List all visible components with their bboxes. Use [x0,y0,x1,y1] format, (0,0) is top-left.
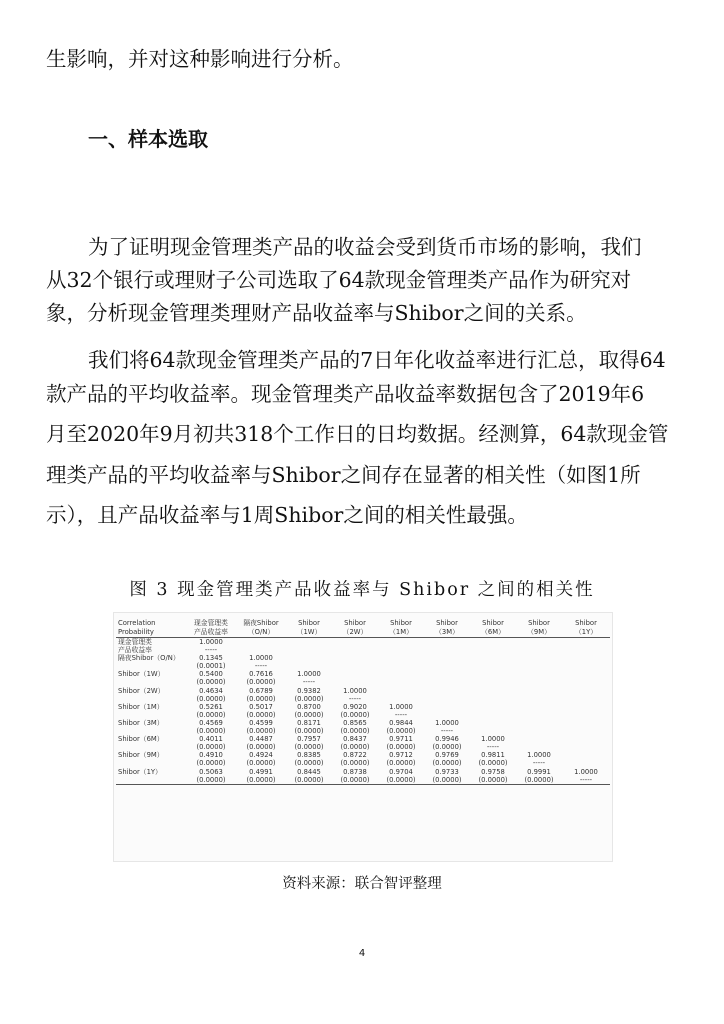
table-row [116,743,610,751]
correlation-cell: 0.4924 [249,751,273,760]
correlation-cell: 1.0000 [435,718,459,727]
probability-cell: (0.0000) [332,776,378,785]
header-cell: Shibor [344,619,366,628]
header-cell: Shibor [575,619,597,628]
probability-cell: (0.0000) [196,743,226,752]
correlation-cell [562,735,610,743]
table-row [116,703,610,711]
correlation-cell: 0.9382 [297,686,321,695]
correlation-cell [562,638,610,647]
probability-cell: (0.0000) [386,727,416,736]
correlation-cell [332,654,378,662]
probability-cell: (0.0000) [340,710,370,719]
correlation-cell: 0.4011 [199,735,223,744]
probability-cell: (0.0000) [378,776,424,785]
probability-cell: (0.0000) [196,727,226,736]
correlation-cell: 0.9733 [435,767,459,776]
probability-cell: (0.0000) [196,678,226,687]
probability-cell [562,743,610,751]
probability-cell: (0.0000) [294,727,324,736]
probability-cell: (0.0000) [246,743,276,752]
table-row [116,670,610,678]
header-cell: （O/N） [236,628,286,638]
probability-cell [516,727,562,735]
probability-cell [424,678,470,686]
correlation-cell [424,687,470,695]
probability-cell: (0.0000) [294,710,324,719]
correlation-cell: 0.7957 [297,735,321,744]
correlation-cell: 0.4599 [249,718,273,727]
probability-cell: (0.0000) [294,759,324,768]
correlation-cell [332,670,378,678]
probability-cell [470,695,516,703]
row-label: 现金管理类 [118,638,152,646]
probability-cell: (0.0000) [294,743,324,752]
table-row [116,776,610,785]
correlation-cell: 1.0000 [297,670,321,679]
correlation-cell: 0.8445 [297,767,321,776]
probability-cell [424,646,470,654]
correlation-cell: 0.9811 [481,751,505,760]
correlation-cell [516,687,562,695]
probability-cell [516,678,562,686]
correlation-cell: 0.9991 [527,767,551,776]
correlation-cell: 0.8385 [297,751,321,760]
probability-cell [378,695,424,703]
probability-cell [562,662,610,670]
correlation-cell [470,687,516,695]
correlation-cell [470,703,516,711]
probability-cell: (0.0000) [432,759,462,768]
correlation-cell: 0.8437 [343,735,367,744]
probability-cell: ----- [394,710,408,719]
table-row [116,759,610,767]
probability-cell: (0.0000) [432,743,462,752]
correlation-cell [562,654,610,662]
probability-cell: (0.0000) [196,759,226,768]
probability-cell: (0.0000) [340,743,370,752]
correlation-cell [516,654,562,662]
source-note: 资料来源：联合智评整理 [282,876,442,892]
row-label [116,743,186,751]
figure-caption: 图 3 现金管理类产品收益率与 Shibor 之间的相关性 [129,580,595,600]
probability-cell: (0.0000) [478,759,508,768]
probability-cell [424,695,470,703]
correlation-cell: 1.0000 [343,686,367,695]
row-label: Shibor（1Y） [118,767,162,776]
header-cell: Shibor [298,619,320,628]
header-cell: （3M） [424,628,470,638]
probability-cell [286,646,332,654]
probability-cell [516,711,562,719]
header-cell: （6M） [470,628,516,638]
header-cell: 隔夜Shibor [243,619,279,628]
correlation-cell [424,638,470,647]
correlation-cell [378,687,424,695]
table-row [116,654,610,662]
correlation-cell [562,751,610,759]
row-label: Shibor（2W） [118,686,165,695]
correlation-cell [562,703,610,711]
table-row [116,768,610,776]
correlation-table-body [116,638,610,785]
row-label [116,662,186,670]
probability-cell [562,711,610,719]
probability-cell [470,711,516,719]
probability-cell [470,662,516,670]
correlation-cell: 1.0000 [574,767,598,776]
body-paragraph-2-line-2: 款产品的平均收益率。现金管理类产品收益率数据包含了2019年6 [46,382,645,406]
correlation-cell: 0.9844 [389,718,413,727]
header-cell: 产品收益率 [186,628,236,638]
probability-cell [378,678,424,686]
correlation-cell [424,654,470,662]
probability-cell [516,695,562,703]
correlation-cell: 0.5017 [249,702,273,711]
correlation-cell: 0.8738 [343,767,367,776]
correlation-cell [516,638,562,647]
correlation-cell: 0.9946 [435,735,459,744]
body-paragraph-2-line-3: 月至2020年9月初共318个工作日的日均数据。经测算，64款现金管 [46,422,669,446]
row-label: Shibor（1M） [118,702,164,711]
correlation-cell: 1.0000 [481,735,505,744]
row-label: 隔夜Shibor（O/N） [118,654,180,663]
row-label [116,759,186,767]
probability-cell: ----- [254,662,268,671]
section-heading: 一、样本选取 [88,127,208,151]
row-label: Shibor（1W） [118,670,165,679]
probability-cell [378,646,424,654]
header-cell: （9M） [516,628,562,638]
probability-cell [516,646,562,654]
probability-cell [562,646,610,654]
correlation-cell [562,719,610,727]
probability-cell: (0.0000) [386,759,416,768]
body-paragraph-1-line-1: 为了证明现金管理类产品的收益会受到货币市场的影响，我们 [88,235,642,259]
probability-cell [562,678,610,686]
correlation-cell [516,735,562,743]
probability-cell [424,662,470,670]
correlation-cell [470,719,516,727]
table-row [116,662,610,670]
table-row [116,638,610,647]
probability-cell [286,662,332,670]
probability-cell: (0.0000) [246,678,276,687]
table-header-row-1 [116,619,610,628]
header-cell: Shibor [482,619,504,628]
correlation-cell: 0.9020 [343,702,367,711]
probability-cell: (0.0000) [470,776,516,785]
correlation-cell: 1.0000 [199,638,223,646]
correlation-cell [424,703,470,711]
correlation-cell: 0.4910 [199,751,223,760]
probability-cell: ----- [562,776,610,785]
header-cell: （1Y） [562,628,610,638]
body-paragraph-1-line-2: 从32个银行或理财子公司选取了64款现金管理类产品作为研究对 [46,268,632,292]
probability-cell: (0.0000) [246,727,276,736]
correlation-cell: 0.9758 [481,767,505,776]
correlation-cell [470,638,516,647]
correlation-cell: 0.8565 [343,718,367,727]
table-row [116,751,610,759]
probability-cell [236,646,286,654]
probability-cell: ----- [486,743,500,752]
row-label [116,776,186,785]
probability-cell [378,662,424,670]
probability-cell: (0.0000) [236,776,286,785]
probability-cell: ----- [532,759,546,768]
probability-cell [470,646,516,654]
probability-cell: (0.0001) [196,662,226,671]
correlation-table [116,619,610,785]
body-line-continuation: 生影响，并对这种影响进行分析。 [46,47,354,71]
probability-cell: (0.0000) [340,759,370,768]
probability-cell: (0.0000) [246,759,276,768]
probability-cell [516,662,562,670]
body-paragraph-2-line-4: 理类产品的平均收益率与Shibor之间存在显著的相关性（如图1所 [46,463,641,487]
correlation-cell [236,638,286,647]
correlation-cell [286,638,332,647]
probability-cell: (0.0000) [294,694,324,703]
correlation-cell: 0.8722 [343,751,367,760]
header-cell: Correlation [118,619,156,628]
table-row [116,719,610,727]
correlation-cell: 0.7616 [249,670,273,679]
correlation-cell: 1.0000 [389,702,413,711]
header-cell: Probability [116,628,186,638]
correlation-cell [378,638,424,647]
body-paragraph-2-line-5: 示），且产品收益率与1周Shibor之间的相关性最强。 [46,503,528,527]
row-label [116,711,186,719]
correlation-cell: 0.1345 [199,654,223,663]
probability-cell: (0.0000) [340,727,370,736]
header-cell: （1M） [378,628,424,638]
probability-cell: (0.0000) [246,694,276,703]
correlation-cell: 1.0000 [527,751,551,760]
row-label: Shibor（3M） [118,718,164,727]
correlation-cell [470,654,516,662]
table-row [116,646,610,654]
correlation-cell: 0.9711 [389,735,413,744]
probability-cell [562,695,610,703]
correlation-cell [562,670,610,678]
row-label: Shibor（9M） [118,751,164,760]
table-row [116,695,610,703]
correlation-cell [516,719,562,727]
table-row [116,687,610,695]
row-label [116,695,186,703]
body-paragraph-2-line-1: 我们将64款现金管理类产品的7日年化收益率进行汇总，取得64 [88,348,666,372]
header-cell: （1W） [286,628,332,638]
page-number: 4 [358,948,366,959]
correlation-cell [286,654,332,662]
header-cell: （2W） [332,628,378,638]
correlation-cell: 0.4991 [249,767,273,776]
probability-cell: (0.0000) [196,710,226,719]
correlation-cell [470,670,516,678]
correlation-table-figure [113,612,613,862]
probability-cell: (0.0000) [186,776,236,785]
header-cell: Shibor [390,619,412,628]
correlation-cell [332,638,378,647]
correlation-cell [516,703,562,711]
probability-cell: ----- [302,678,316,687]
header-cell: Shibor [528,619,550,628]
probability-cell [516,743,562,751]
header-cell: 现金管理类 [194,619,228,628]
correlation-cell: 0.5063 [199,767,223,776]
correlation-cell [378,654,424,662]
row-label [116,727,186,735]
correlation-cell: 0.8171 [297,718,321,727]
correlation-cell: 0.6789 [249,686,273,695]
probability-cell [470,727,516,735]
correlation-cell: 0.9704 [389,767,413,776]
probability-cell: (0.0000) [246,710,276,719]
probability-cell: (0.0000) [516,776,562,785]
correlation-cell: 0.4634 [199,686,223,695]
probability-cell: ----- [204,646,218,655]
row-label [116,678,186,686]
probability-cell [562,727,610,735]
probability-cell [332,678,378,686]
correlation-cell: 0.9712 [389,751,413,760]
probability-cell [562,759,610,767]
probability-cell [470,678,516,686]
row-label: 产品收益率 [118,646,152,655]
correlation-cell [378,670,424,678]
correlation-cell: 0.9769 [435,751,459,760]
row-label: Shibor（6M） [118,735,164,744]
correlation-cell [516,670,562,678]
probability-cell: (0.0000) [386,743,416,752]
table-row [116,711,610,719]
probability-cell: ----- [348,694,362,703]
probability-cell: (0.0000) [424,776,470,785]
probability-cell [332,662,378,670]
table-row [116,727,610,735]
correlation-cell: 0.4569 [199,718,223,727]
probability-cell: ----- [440,727,454,736]
table-header-row-2 [116,628,610,638]
correlation-cell [424,670,470,678]
probability-cell: (0.0000) [286,776,332,785]
correlation-cell [562,687,610,695]
correlation-cell: 0.4487 [249,735,273,744]
correlation-cell: 0.8700 [297,702,321,711]
correlation-cell: 0.5261 [199,702,223,711]
probability-cell [424,711,470,719]
probability-cell [332,646,378,654]
body-paragraph-1-line-3: 象，分析现金管理类理财产品收益率与Shibor之间的关系。 [46,301,587,325]
correlation-cell: 1.0000 [249,654,273,663]
table-row [116,678,610,686]
correlation-cell: 0.5400 [199,670,223,679]
header-cell: Shibor [436,619,458,628]
table-row [116,735,610,743]
probability-cell: (0.0000) [196,694,226,703]
